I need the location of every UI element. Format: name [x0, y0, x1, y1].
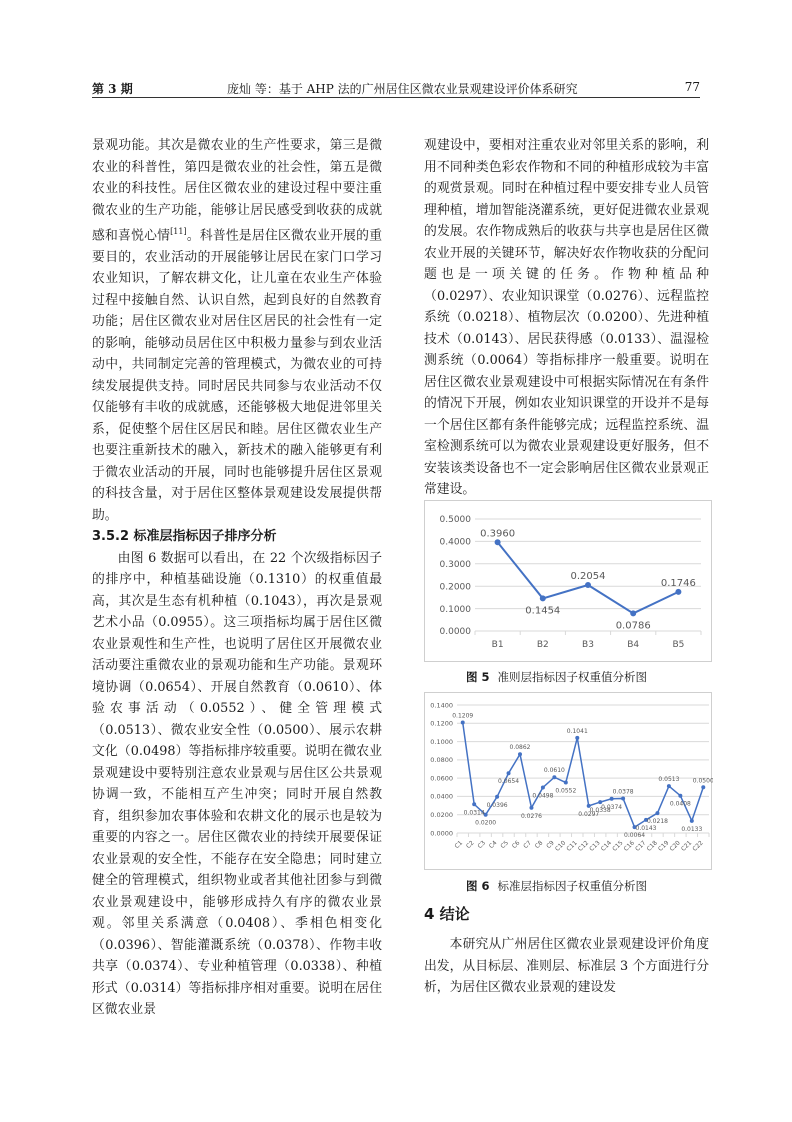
- x-tick-label: B2: [536, 640, 549, 650]
- y-tick-label: 0.2000: [439, 582, 471, 593]
- data-point: [541, 785, 545, 789]
- x-tick-label: C8: [533, 839, 545, 851]
- data-point: [564, 781, 568, 785]
- data-label: 0.0500: [692, 777, 713, 785]
- figure-caption-text: 准则层指标因子权重值分析图: [497, 670, 648, 684]
- x-tick-label: C11: [565, 839, 579, 853]
- data-label: 0.0498: [532, 792, 554, 800]
- data-point: [630, 610, 636, 616]
- x-tick-label: B4: [627, 640, 640, 650]
- figure-number: 图 6: [466, 879, 490, 893]
- y-tick-label: 0.4000: [439, 537, 471, 548]
- y-tick-label: 0.1200: [430, 719, 453, 728]
- section-heading: 3.5.2 标准层指标因子排序分析: [92, 529, 277, 545]
- data-point: [529, 806, 533, 810]
- paragraph-text: 。科普性是居住区微农业开展的重要目的，农业活动的开展能够让居民在家门口学习农业知识，了解农耕文化，让儿童在农业生产体验过程中接触自然、认识自然，起到良好的自然教育功能；居住区微农业对居住区居民的社会性有一定的影响，能够动员居住区中积极力量参与到农业活动中，共同制定完善的管理模式，为微农业的可持续发展提供支持。同时居民共同参与农业活动不仅仅能够有丰收的成就感，还能够极大地促进邻里关系，促使整个居住区居民和睦。居住区微农业生产也要注重新技术的融入，新技术的融入能够更有利于微农业活动的开展，同时也能够提升居住区景观的科技含量，对于居住区整体景观建设发展提供帮助。: [92, 228, 383, 523]
- data-point: [472, 802, 476, 806]
- data-point: [552, 775, 556, 779]
- data-point: [678, 794, 682, 798]
- x-tick-label: C4: [487, 839, 499, 851]
- y-tick-label: 0.0200: [430, 810, 453, 819]
- data-label: 0.0314: [463, 809, 485, 817]
- figure-5-svg: [425, 501, 713, 663]
- x-tick-label: C10: [553, 839, 568, 853]
- figure-5-chart: [424, 500, 712, 662]
- data-point: [690, 819, 694, 823]
- y-tick-label: 0.5000: [439, 515, 471, 526]
- figure-6-svg: [425, 693, 713, 871]
- data-label: 0.0862: [509, 744, 531, 752]
- data-label: 0.0786: [615, 620, 651, 632]
- x-tick-label: C15: [611, 839, 625, 853]
- y-tick-label: 0.1000: [430, 737, 453, 746]
- paragraph-text: 景观功能。其次是微农业的生产性要求，第三是微农业的科普性，第四是微农业的社会性，第五是微农业的科技性。居住区微农业的建设过程中要注重微农业的生产功能，能够让居民感受到收获的成就感和喜悦心情: [92, 138, 382, 244]
- right-column: [424, 135, 709, 501]
- header-rule: [92, 97, 700, 98]
- x-tick-label: C2: [464, 839, 476, 851]
- data-label: 0.1209: [452, 712, 474, 720]
- x-tick-label: C9: [545, 839, 556, 851]
- conclusion-paragraph: [424, 934, 709, 999]
- y-tick-label: 0.1400: [430, 701, 453, 710]
- x-tick-label: B3: [582, 640, 594, 650]
- data-label: 0.2054: [570, 570, 606, 582]
- y-tick-label: 0.0000: [430, 829, 453, 838]
- data-label: 0.0396: [486, 801, 508, 809]
- data-label: 0.0064: [624, 832, 646, 840]
- figure-number: 图 5: [466, 670, 490, 684]
- issue-number: 第 3 期: [92, 82, 133, 96]
- data-label: 0.0378: [612, 788, 634, 796]
- data-label: 0.0133: [681, 825, 703, 833]
- x-tick-label: C3: [476, 839, 488, 851]
- data-point: [507, 771, 511, 775]
- x-tick-label: C19: [657, 839, 671, 853]
- y-tick-label: 0.0800: [430, 756, 453, 765]
- data-label: 0.0552: [555, 787, 577, 795]
- paragraph: 观建设中，要相对注重农业对邻里关系的影响，利用不同种类色彩农作物和不同的种植形成较为丰富的观赏景观。同时在种植过程中要安排专业人员管理种植，增加智能浇灌系统，更好促进微农业景观的发展。农作物成熟后的收获与共享也是居住区微农业开展的关键环节，解决好农作物收获的分配问题也是一项关键的任务。作物种植品种（0.0297）、农业知识课堂（0.0276）、远程监控系统（0.0218）、植物层次（0.0200）、先进种植技术（0.0143）、居民获得感（0.0133）、温湿检测系统（0.0064）等指标排序一般重要。说明在居住区微农业景观建设中可根据实际情况在有条件的情况下开展，例如农业知识课堂的开设并不是每一个居住区都有条件能够完成；远程监控系统、温室检测系统可以为微农业景观建设更好服务，但不安装该类设备也不一定会影响居住区微农业景观正常建设。: [424, 138, 709, 497]
- figure-5-caption: [466, 669, 647, 685]
- data-point: [610, 797, 614, 801]
- y-tick-label: 0.0000: [439, 627, 471, 638]
- figure-caption-text: 标准层指标因子权重值分析图: [497, 879, 648, 893]
- section-4-heading: 4 结论: [424, 905, 470, 923]
- x-tick-label: B1: [491, 640, 504, 650]
- x-tick-label: C7: [522, 839, 533, 851]
- data-point: [461, 720, 465, 724]
- x-tick-label: C21: [679, 839, 694, 853]
- x-tick-label: C18: [645, 839, 659, 853]
- data-point: [701, 785, 705, 789]
- data-point: [540, 595, 546, 601]
- page-number: 77: [684, 80, 700, 94]
- x-tick-label: B5: [672, 640, 685, 650]
- x-tick-label: C17: [634, 839, 648, 853]
- data-point: [518, 752, 522, 756]
- data-label: 0.0143: [635, 824, 657, 832]
- citation: [11]: [170, 227, 187, 236]
- data-label: 0.0408: [669, 800, 691, 808]
- x-tick-label: C16: [622, 839, 636, 853]
- x-tick-label: C22: [691, 839, 705, 853]
- data-label: 0.0513: [658, 776, 680, 784]
- data-label: 0.0276: [520, 812, 542, 820]
- x-tick-label: C12: [576, 839, 591, 853]
- running-title: 庞灿 等：基于 AHP 法的广州居住区微农业景观建设评价体系研究: [227, 82, 578, 96]
- x-tick-label: C1: [453, 839, 465, 851]
- paragraph: 由图 6 数据可以看出，在 22 个次级指标因子的排序中，种植基础设施（0.1310）的权重值最高，其次是生态有机种植（0.1043），再次是景观艺术小品（0.0955）。这三项指标均属于居住区微农业景观性和生产性，也说明了居住区开展微农业活动要注重微农业的景观功能和生产功能。景观环境协调（0.0654）、开展自然教育（0.0610）、体验农事活动（0.0552）、健全管理模式（0.0513）、微农业安全性（0.0500）、展示农耕文化（0.0498）等指标排序较重要。说明在微农业景观建设中要特别注意农业景观与居住区公共景观协调一致，不能相互产生冲突；同时开展自然教育，组织参加农事体验和农耕文化的展示也是较为重要的内容之一。居住区微农业的持续开展要保证农业景观的安全性，不能存在安全隐患；同时建立健全的管理模式，组织物业或者其他社团参与到微农业景观建设中，能够形成持久有序的微农业景观。邻里关系满意（0.0408）、季相色相变化（0.0396）、智能灌溉系统（0.0378）、作物丰收共享（0.0374）、专业种植管理（0.0338）、种植形式（0.0314）等指标排序相对重要。说明在居住区微农业景: [92, 550, 382, 1018]
- data-point: [495, 795, 499, 799]
- y-tick-label: 0.3000: [439, 559, 471, 570]
- data-label: 0.3960: [480, 528, 516, 540]
- figure-6-chart: [424, 692, 712, 870]
- data-label: 0.1041: [566, 727, 588, 735]
- data-point: [495, 539, 501, 545]
- data-point: [585, 582, 591, 588]
- y-tick-label: 0.0600: [430, 774, 453, 783]
- data-label: 0.1454: [525, 605, 561, 617]
- x-tick-label: C6: [510, 839, 522, 851]
- x-tick-label: C14: [599, 839, 614, 853]
- data-point: [621, 796, 625, 800]
- data-label: 0.0218: [646, 818, 668, 826]
- x-tick-label: C5: [499, 839, 510, 851]
- data-label: 0.0338: [589, 807, 611, 815]
- data-label: 0.0654: [498, 778, 520, 786]
- left-column: [92, 135, 382, 1021]
- paragraph: 本研究从广州居住区微农业景观建设评价角度出发，从目标层、准则层、标准层 3 个方面进行分析，为居住区微农业景观的建设发: [424, 937, 710, 995]
- data-point: [575, 736, 579, 740]
- data-point: [655, 811, 659, 815]
- x-tick-label: C13: [588, 839, 602, 853]
- figure-6-caption: [466, 878, 647, 894]
- data-point: [667, 784, 671, 788]
- data-label: 0.0610: [543, 767, 565, 775]
- data-label: 0.0297: [578, 810, 600, 818]
- data-point: [675, 589, 681, 595]
- x-tick-label: C20: [668, 839, 682, 853]
- paragraph: [92, 135, 382, 526]
- y-tick-label: 0.0400: [430, 792, 453, 801]
- data-label: 0.1746: [660, 577, 696, 589]
- data-label: 0.0374: [601, 803, 623, 811]
- data-label: 0.0200: [475, 819, 497, 827]
- y-tick-label: 0.1000: [439, 604, 471, 615]
